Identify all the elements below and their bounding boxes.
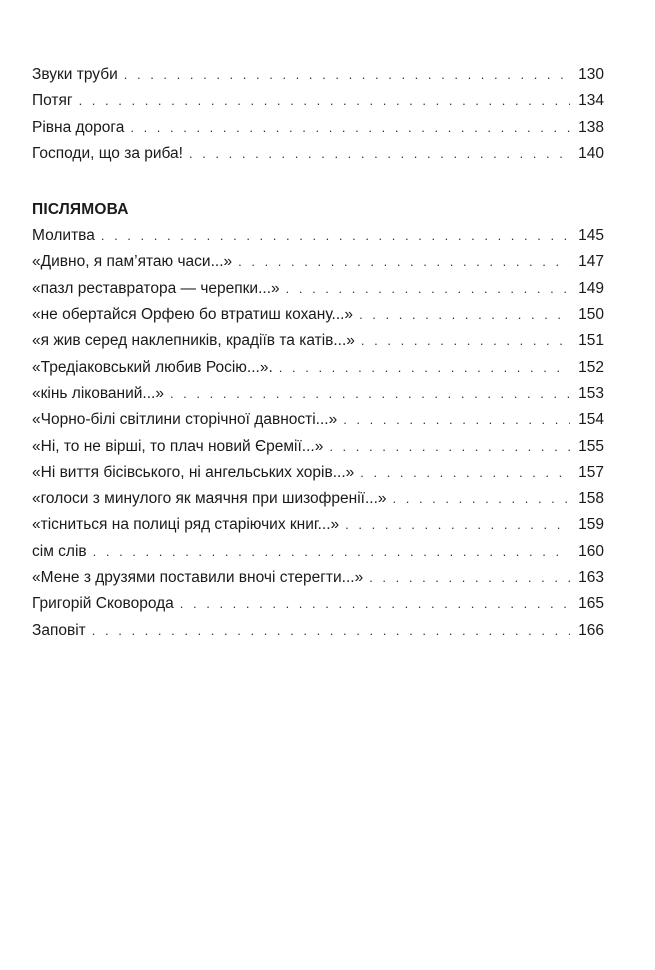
toc-entry-title: «Ні виття бісівського, ні ангельських хорів...»: [32, 463, 355, 481]
toc-entry-title: Рівна дорога: [32, 118, 125, 136]
dot-leader: [343, 407, 570, 433]
dot-leader: [124, 62, 570, 88]
toc-entry-page-number: 140: [578, 144, 604, 162]
dot-leader: [360, 460, 570, 486]
toc-entry-title: Григорій Сковорода: [32, 595, 174, 613]
toc-entry-title: сім слів: [32, 542, 87, 560]
toc-entry: [32, 618, 604, 644]
toc-entry-title: «голоси з минулого як маячня при шизофренії...»: [32, 490, 387, 508]
toc-entry: [32, 407, 604, 433]
toc-entry: [32, 328, 604, 354]
toc-entry: [32, 512, 604, 538]
dot-leader: [393, 486, 571, 512]
toc-entry: [32, 302, 604, 328]
dot-leader: [189, 141, 570, 167]
toc-entry-title: Звуки труби: [32, 66, 118, 83]
dot-leader: [369, 565, 570, 591]
toc-entry: [32, 62, 604, 88]
dot-leader: [170, 381, 570, 407]
toc-entry-page-number: 160: [578, 542, 604, 560]
toc-entry: [32, 591, 604, 617]
toc-entry: [32, 276, 604, 302]
dot-leader: [130, 115, 570, 141]
dot-leader: [329, 434, 570, 460]
toc-entry-page-number: 149: [578, 279, 604, 297]
toc-entry-page-number: 155: [578, 437, 604, 455]
dot-leader: [361, 328, 570, 354]
dot-leader: [238, 249, 570, 275]
toc-entry: [32, 88, 604, 114]
table-of-contents: [32, 62, 604, 644]
toc-entry-page-number: 165: [578, 595, 604, 613]
toc-entry: [32, 434, 604, 460]
toc-entry-page-number: 159: [578, 516, 604, 534]
toc-entry: [32, 460, 604, 486]
toc-entry-page-number: 138: [578, 118, 604, 136]
toc-entry-title: Господи, що за риба!: [32, 144, 183, 162]
toc-entry-page-number: 147: [578, 253, 604, 271]
toc-entry-title: «Мене з друзями поставили вночі стерегти...»: [32, 569, 364, 587]
toc-entry-page-number: 163: [578, 569, 604, 587]
toc-entry: [32, 223, 604, 249]
dot-leader: [286, 276, 570, 302]
toc-entry-page-number: 153: [578, 384, 604, 402]
dot-leader: [359, 302, 570, 328]
toc-entry: [32, 539, 604, 565]
toc-entry-title: «Тредіаковський любив Росію...».: [32, 358, 273, 376]
toc-entry-title: «Ні, то не вірші, то плач новий Єремії...»: [32, 437, 324, 455]
toc-entry-page-number: 152: [578, 358, 604, 376]
toc-top-list: [32, 62, 604, 167]
dot-leader: [279, 355, 570, 381]
dot-leader: [101, 223, 570, 249]
toc-entry-title: Молитва: [32, 227, 95, 245]
toc-entry-title: «тісниться на полиці ряд старіючих книг...»: [32, 516, 340, 534]
toc-entry-title: «не обертайся Орфею бо втратиш кохану...»: [32, 306, 354, 324]
dot-leader: [345, 512, 570, 538]
dot-leader: [79, 88, 570, 114]
toc-section-list: [32, 223, 604, 644]
dot-leader: [180, 591, 570, 617]
toc-entry-page-number: 166: [578, 621, 604, 639]
toc-entry-page-number: 151: [578, 332, 604, 350]
toc-entry: [32, 249, 604, 275]
toc-entry-title: «пазл реставратора — черепки...»: [32, 279, 280, 297]
dot-leader: [93, 539, 570, 565]
toc-entry: [32, 565, 604, 591]
toc-entry-page-number: 154: [578, 411, 604, 429]
toc-entry: [32, 115, 604, 141]
toc-entry-page-number: 158: [578, 490, 604, 508]
toc-entry-title: Заповіт: [32, 621, 86, 639]
toc-entry-page-number: 134: [578, 92, 604, 110]
toc-entry: [32, 355, 604, 381]
toc-entry-title: «я жив серед наклепників, крадіїв та катів...»: [32, 332, 355, 350]
dot-leader: [92, 618, 570, 644]
toc-entry-title: «Дивно, я пам’ятаю часи...»: [32, 253, 233, 271]
section-heading: ПІСЛЯМОВА: [32, 201, 129, 219]
toc-entry-title: «Чорно-білі світлини сторічної давності...»: [32, 411, 338, 429]
toc-entry: [32, 141, 604, 167]
toc-entry: [32, 486, 604, 512]
toc-entry-title: Потяг: [32, 92, 73, 110]
toc-entry-page-number: 145: [578, 227, 604, 245]
toc-entry-title: «кінь лікований...»: [32, 384, 164, 402]
toc-entry: [32, 381, 604, 407]
toc-entry-page-number: 150: [578, 306, 604, 324]
toc-entry-page-number: 157: [578, 463, 604, 481]
toc-entry-page-number: 130: [578, 66, 604, 83]
